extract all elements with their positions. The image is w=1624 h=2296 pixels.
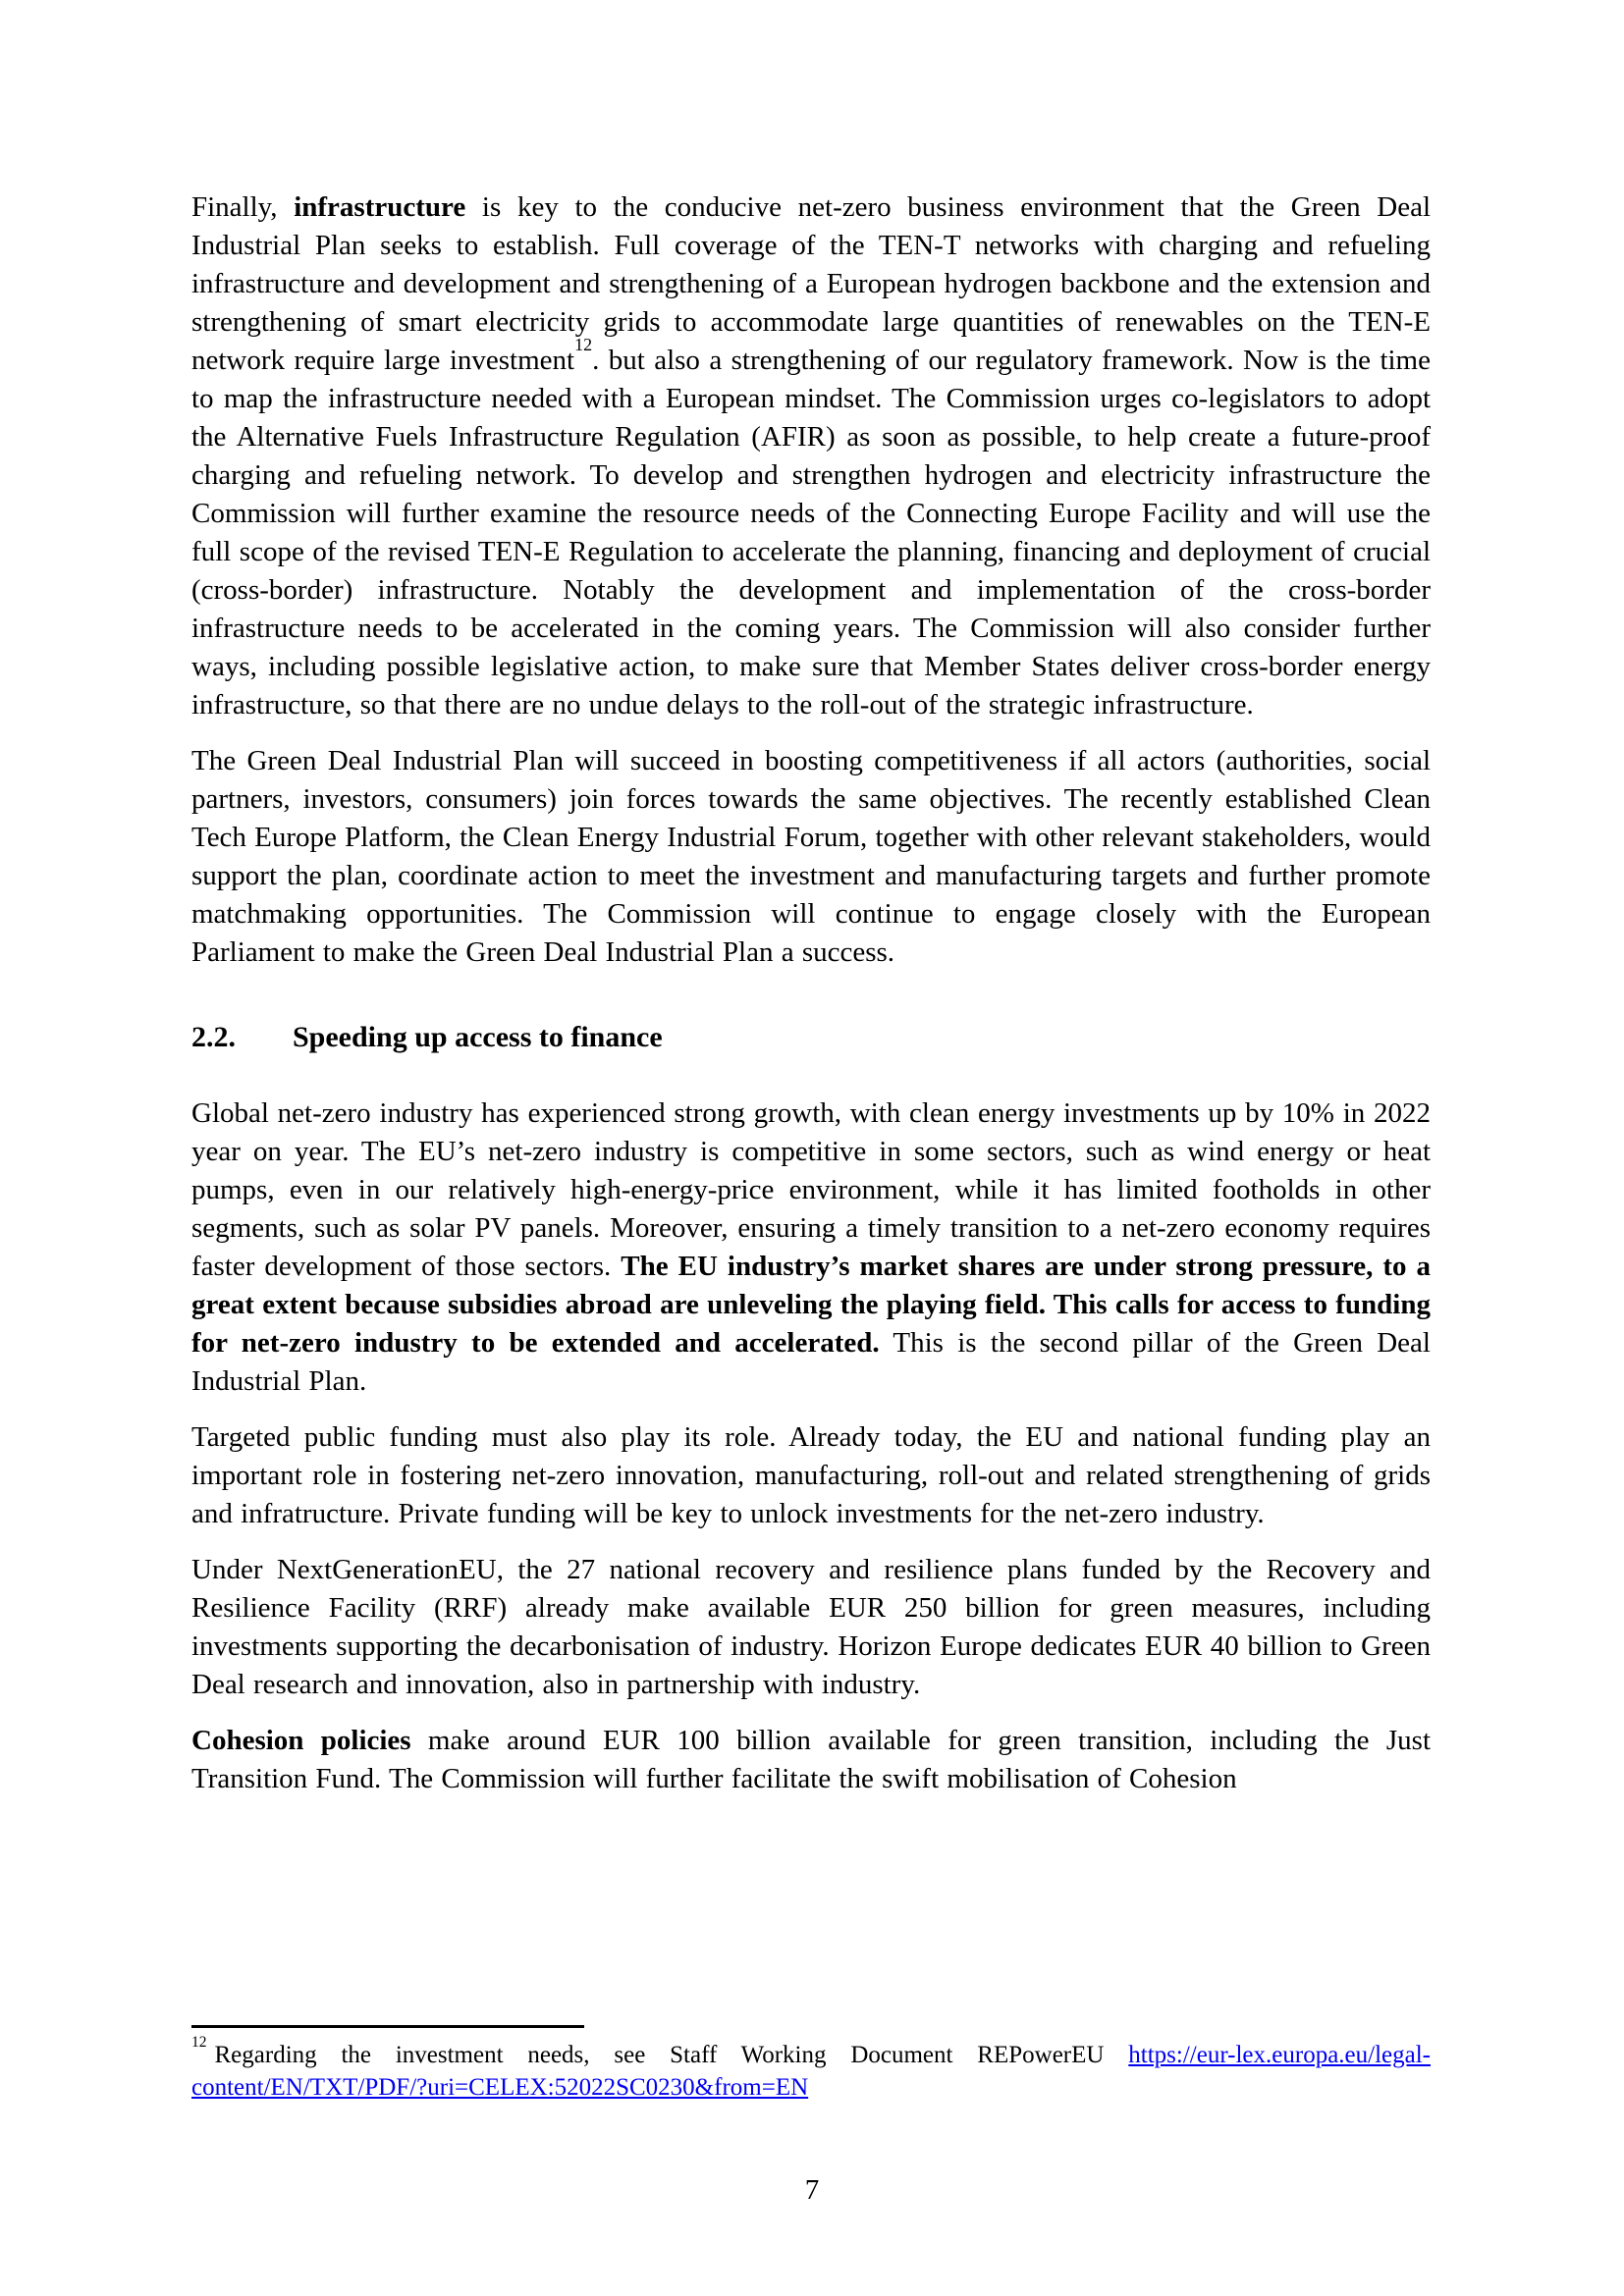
document-body	[191, 188, 1431, 1816]
bold-text-run: Cohesion policies	[191, 1725, 411, 1756]
text-run: This is the second pillar of the Green Deal Industrial Plan.	[191, 1327, 1431, 1397]
text-run: Targeted public funding must also play its role. Already today, the EU and national funding play an important role in fostering net-zero innovation, manufacturing, roll-out and related strengthening of grids and infratructure. Private funding will be key to unlock investments for the net-zero industry.	[191, 1421, 1431, 1529]
section-heading	[191, 1018, 1431, 1056]
footnote-area	[191, 2025, 1431, 2104]
text-run: The Green Deal Industrial Plan will succeed in boosting competitiveness if all actors (authorities, social partners, investors, consumers) join forces towards the same objectives. The recently established Clean Tech Europe Platform, the Clean Energy Industrial Forum, together with other relevant stakeholders, would support the plan, coordinate action to meet the investment and manufacturing targets and further promote matchmaking opportunities. The Commission will continue to engage closely with the European Parliament to make the Green Deal Industrial Plan a success.	[191, 745, 1431, 968]
footnote-link[interactable]: https://eur-lex.europa.eu/legal-content/EN/TXT/PDF/?uri=CELEX:52022SC0230&from=EN	[191, 2042, 1431, 2101]
text-run: Global net-zero industry has experienced strong growth, with clean energy investments up by 10% in 2022 year on year. The EU’s net-zero industry is competitive in some sectors, such as wind energy or heat pumps, even in our relatively high-energy-price environment, while it has limited footholds in other segments, such as solar PV panels. Moreover, ensuring a timely transition to a net-zero economy requires faster development of those sectors.	[191, 1097, 1431, 1282]
paragraph	[191, 1418, 1431, 1533]
bold-text-run: The EU industry’s market shares are under strong pressure, to a great extent because subsidies abroad are unleveling the playing field. This calls for access to funding for net-zero industry to be extended and accelerated.	[191, 1251, 1431, 1359]
footnote-reference: 12	[574, 335, 593, 355]
paragraph	[191, 1722, 1431, 1798]
footnote-text	[191, 2042, 1431, 2101]
paragraph	[191, 1551, 1431, 1704]
footnote	[191, 2033, 1431, 2104]
section-title: Speeding up access to finance	[293, 1021, 663, 1053]
paragraph	[191, 742, 1431, 972]
page-number: 7	[804, 2174, 820, 2206]
footnote-marker: 12	[191, 2033, 207, 2051]
paragraph	[191, 188, 1431, 724]
paragraph	[191, 1095, 1431, 1401]
text-run: Under NextGenerationEU, the 27 national recovery and resilience plans funded by the Recovery and Resilience Facility (RRF) already make available EUR 250 billion for green measures, including investments supporting the decarbonisation of industry. Horizon Europe dedicates EUR 40 billion to Green Deal research and innovation, also in partnership with industry.	[191, 1554, 1431, 1700]
text-run: make around EUR 100 billion available for green transition, including the Just Transition Fund. The Commission will further facilitate the swift mobilisation of Cohesion	[191, 1725, 1431, 1794]
footnote-separator	[191, 2025, 584, 2028]
bold-text-run: infrastructure	[294, 191, 466, 223]
text-run: Regarding the investment needs, see Staff Working Document REPowerEU	[214, 2042, 1129, 2068]
text-run: . but also a strengthening of our regulatory framework. Now is the time to map the infrastructure needed with a European mindset. The Commission urges co-legislators to adopt the Alternative Fuels Infrastructure Regulation (AFIR) as soon as possible, to help create a future-proof charging and refueling network. To develop and strengthen hydrogen and electricity infrastructure the Commission will further examine the resource needs of the Connecting Europe Facility and will use the full scope of the revised TEN-E Regulation to accelerate the planning, financing and deployment of crucial (cross-border) infrastructure. Notably the development and implementation of the cross-border infrastructure needs to be accelerated in the coming years. The Commission will also consider further ways, including possible legislative action, to make sure that Member States deliver cross-border energy infrastructure, so that there are no undue delays to the roll-out of the strategic infrastructure.	[191, 345, 1431, 721]
section-number: 2.2.	[191, 1021, 236, 1053]
text-run: is key to the conducive net-zero business environment that the Green Deal Industrial Plan seeks to establish. Full coverage of the TEN-T networks with charging and refueling infrastructure and development and strengthening of a European hydrogen backbone and the extension and strengthening of smart electricity grids to accommodate large quantities of renewables on the TEN-E network require large investment	[191, 191, 1432, 376]
text-run: Finally,	[191, 191, 295, 223]
